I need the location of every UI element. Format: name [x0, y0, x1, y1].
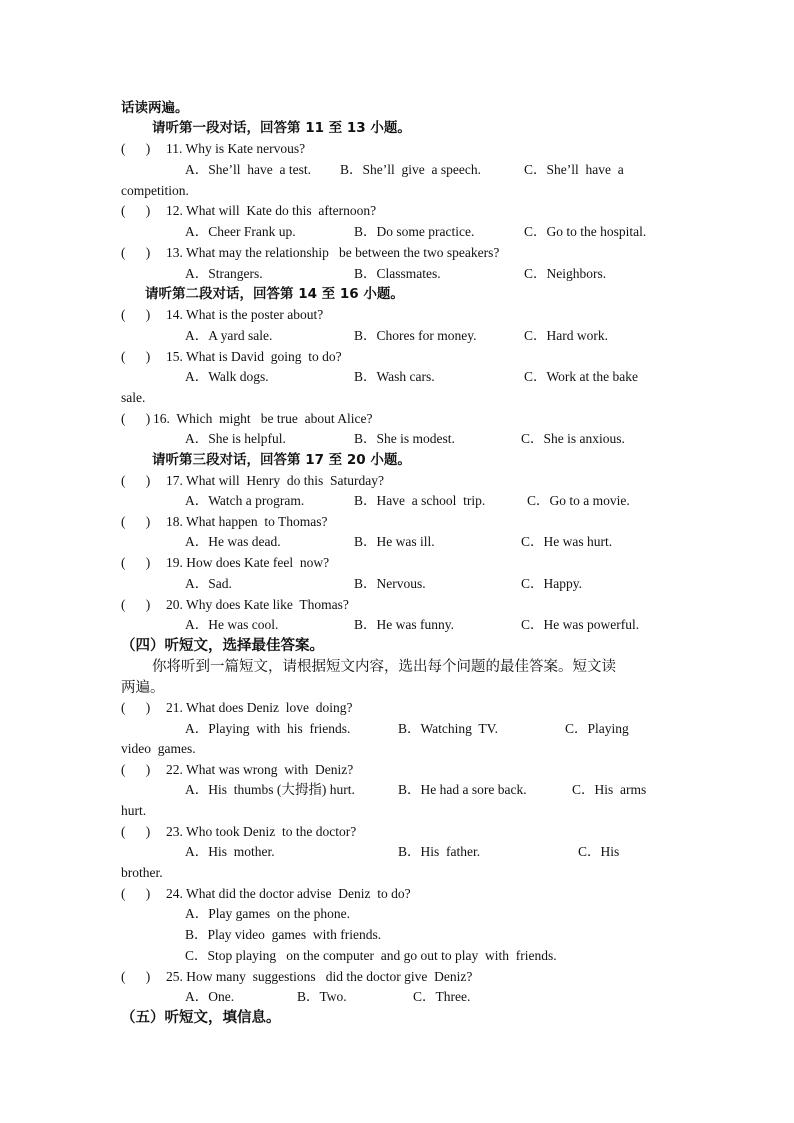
option-15-c[interactable]: C．Work at the bake — [524, 369, 639, 384]
answer-blank[interactable]: ( ) — [121, 824, 151, 839]
answer-blank[interactable]: ( ) — [121, 349, 151, 364]
option-25-a[interactable]: A．One. — [185, 989, 235, 1004]
option-12-b[interactable]: B．Do some practice. — [354, 224, 475, 239]
answer-blank[interactable]: ( ) — [121, 762, 151, 777]
option-11-c[interactable]: C．She’ll have a — [524, 162, 624, 177]
question-20-text: 20. Why does Kate like Thomas? — [166, 597, 349, 612]
option-12-a[interactable]: A．Cheer Frank up. — [185, 224, 296, 239]
part4-instruction-line1: 你将听到一篇短文，请根据短文内容，选出每个问题的最佳答案。短文读 — [152, 659, 616, 675]
option-18-a[interactable]: A．He was dead. — [185, 534, 281, 549]
option-22-wrap: hurt. — [121, 803, 147, 818]
option-21-wrap: video games. — [121, 741, 196, 756]
question-12-text: 12. What will Kate do this afternoon? — [166, 203, 377, 218]
answer-blank[interactable]: ( ) — [121, 203, 151, 218]
option-19-b[interactable]: B．Nervous. — [354, 576, 426, 591]
answer-blank[interactable]: ( ) — [121, 700, 151, 715]
option-12-c[interactable]: C．Go to the hospital. — [524, 224, 647, 239]
option-20-b[interactable]: B．He was funny. — [354, 617, 454, 632]
answer-blank[interactable]: ( ) — [121, 555, 151, 570]
option-18-b[interactable]: B．He was ill. — [354, 534, 435, 549]
question-17-text: 17. What will Henry do this Saturday? — [166, 473, 384, 488]
answer-blank[interactable]: ( ) — [121, 411, 151, 426]
option-16-a[interactable]: A．She is helpful. — [185, 431, 286, 446]
option-15-wrap: sale. — [121, 390, 146, 405]
option-23-a[interactable]: A．His mother. — [185, 844, 275, 859]
option-11-wrap: competition. — [121, 183, 189, 198]
option-17-c[interactable]: C．Go to a movie. — [527, 493, 630, 508]
option-13-a[interactable]: A．Strangers. — [185, 266, 263, 281]
option-17-b[interactable]: B．Have a school trip. — [354, 493, 486, 508]
option-16-b[interactable]: B．She is modest. — [354, 431, 455, 446]
question-18-text: 18. What happen to Thomas? — [166, 514, 328, 529]
option-18-c[interactable]: C．He was hurt. — [521, 534, 613, 549]
option-15-a[interactable]: A．Walk dogs. — [185, 369, 269, 384]
option-24-c[interactable]: C．Stop playing on the computer and go out to play with friends. — [185, 948, 557, 963]
question-23-text: 23. Who took Deniz to the doctor? — [166, 824, 357, 839]
option-21-c[interactable]: C．Playing — [565, 721, 629, 736]
part4-instruction-line2: 两遍。 — [121, 680, 165, 696]
answer-blank[interactable]: ( ) — [121, 597, 151, 612]
answer-blank[interactable]: ( ) — [121, 141, 151, 156]
question-15-text: 15. What is David going to do? — [166, 349, 342, 364]
question-19-text: 19. How does Kate feel now? — [166, 555, 330, 570]
question-16-text: 16. Which might be true about Alice? — [153, 411, 373, 426]
option-19-c[interactable]: C．Happy. — [521, 576, 582, 591]
answer-blank[interactable]: ( ) — [121, 245, 151, 260]
section-heading-part4: （四）听短文，选择最佳答案。 — [121, 638, 324, 654]
question-14-text: 14. What is the poster about? — [166, 307, 324, 322]
intro-tail: 话读两遍。 — [121, 100, 189, 116]
option-23-b[interactable]: B．His father. — [398, 844, 481, 859]
section-heading-part5: （五）听短文，填信息。 — [121, 1010, 281, 1026]
option-19-a[interactable]: A．Sad. — [185, 576, 232, 591]
option-21-b[interactable]: B．Watching TV. — [398, 721, 499, 736]
option-23-c[interactable]: C．His — [578, 844, 620, 859]
option-24-a[interactable]: A．Play games on the phone. — [185, 906, 350, 921]
option-11-a[interactable]: A．She’ll have a test. — [185, 162, 311, 177]
option-11-b[interactable]: B．She’ll give a speech. — [340, 162, 481, 177]
option-14-b[interactable]: B．Chores for money. — [354, 328, 477, 343]
answer-blank[interactable]: ( ) — [121, 886, 151, 901]
option-20-c[interactable]: C．He was powerful. — [521, 617, 640, 632]
section-heading-d3: 请听第三段对话，回答第 17 至 20 小题。 — [152, 452, 411, 468]
question-25-text: 25. How many suggestions did the doctor give Deniz? — [166, 969, 473, 984]
section-heading-d2: 请听第二段对话，回答第 14 至 16 小题。 — [145, 286, 404, 302]
option-13-c[interactable]: C．Neighbors. — [524, 266, 607, 281]
option-22-c[interactable]: C．His arms — [572, 782, 647, 797]
answer-blank[interactable]: ( ) — [121, 307, 151, 322]
option-16-c[interactable]: C．She is anxious. — [521, 431, 625, 446]
question-11-text: 11. Why is Kate nervous? — [166, 141, 306, 156]
option-14-c[interactable]: C．Hard work. — [524, 328, 608, 343]
option-20-a[interactable]: A．He was cool. — [185, 617, 279, 632]
answer-blank[interactable]: ( ) — [121, 473, 151, 488]
option-22-b[interactable]: B．He had a sore back. — [398, 782, 527, 797]
option-17-a[interactable]: A．Watch a program. — [185, 493, 305, 508]
answer-blank[interactable]: ( ) — [121, 969, 151, 984]
option-15-b[interactable]: B．Wash cars. — [354, 369, 435, 384]
option-24-b[interactable]: B．Play video games with friends. — [185, 927, 382, 942]
option-22-a[interactable]: A．His thumbs (大拇指) hurt. — [185, 782, 355, 797]
answer-blank[interactable]: ( ) — [121, 514, 151, 529]
option-23-wrap: brother. — [121, 865, 163, 880]
option-21-a[interactable]: A．Playing with his friends. — [185, 721, 351, 736]
question-21-text: 21. What does Deniz love doing? — [166, 700, 353, 715]
option-25-c[interactable]: C．Three. — [413, 989, 471, 1004]
question-24-text: 24. What did the doctor advise Deniz to do? — [166, 886, 411, 901]
section-heading-d1: 请听第一段对话，回答第 11 至 13 小题。 — [152, 120, 411, 136]
question-22-text: 22. What was wrong with Deniz? — [166, 762, 354, 777]
option-13-b[interactable]: B．Classmates. — [354, 266, 441, 281]
option-14-a[interactable]: A．A yard sale. — [185, 328, 273, 343]
question-13-text: 13. What may the relationship be between the two speakers? — [166, 245, 500, 260]
option-25-b[interactable]: B．Two. — [297, 989, 347, 1004]
